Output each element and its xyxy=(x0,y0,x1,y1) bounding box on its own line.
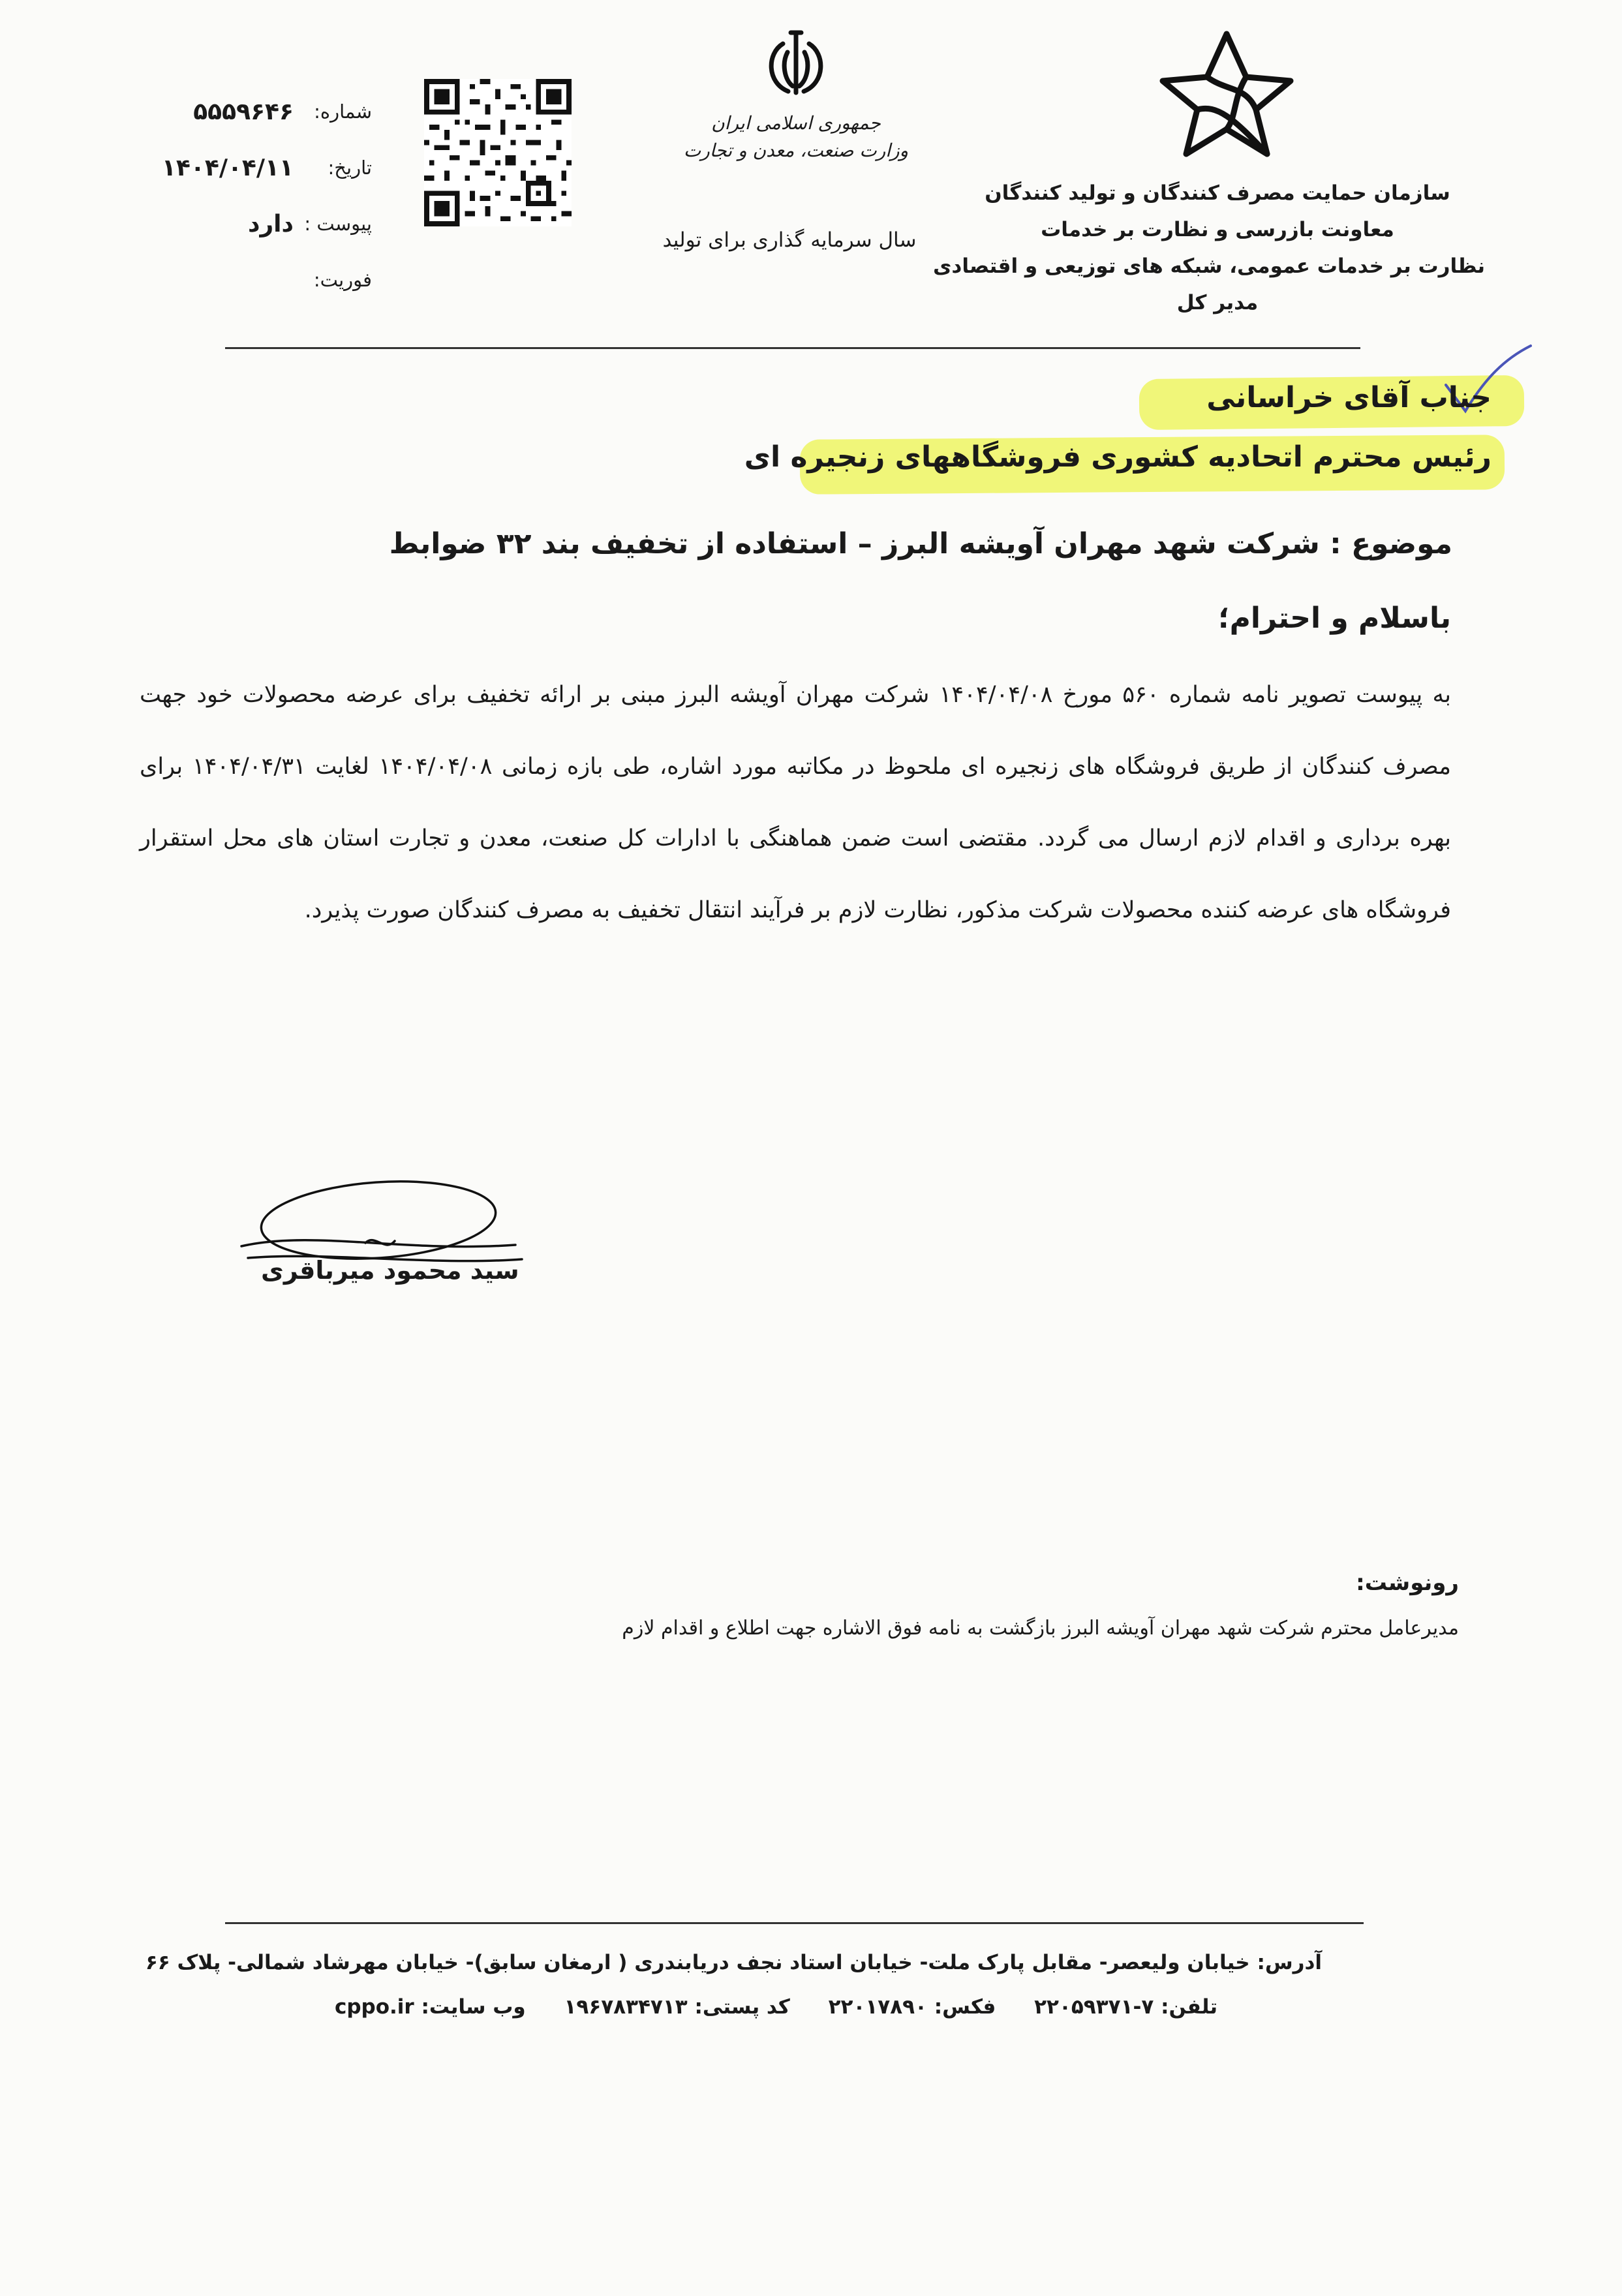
ministry-name: وزارت صنعت، معدن و تجارت xyxy=(683,140,909,161)
header-divider xyxy=(225,347,1360,349)
attachment-label: پیوست : xyxy=(304,213,372,235)
footer-postal-code: کد پستی: ۱۹۶۷۸۳۴۷۱۳ xyxy=(564,1995,790,2019)
addressee-title: رئیس محترم اتحادیه کشوری فروشگاههای زنجیره ای xyxy=(744,440,1492,474)
date-label: تاریخ: xyxy=(328,157,372,179)
organization-header xyxy=(933,175,1485,321)
year-slogan: سال سرمایه گذاری برای تولید xyxy=(662,228,917,252)
letter-subject: موضوع : شرکت شهد مهران آویشه البرز – استفاده از تخفیف بند ۳۲ ضوابط xyxy=(389,527,1452,560)
org-line-1: سازمان حمایت مصرف کنندگان و تولید کنندگان xyxy=(985,181,1450,205)
footer-phone: تلفن: ۷-۲۲۰۵۹۳۷۱ xyxy=(1034,1995,1217,2019)
date-value: ۱۴۰۴/۰۴/۱۱ xyxy=(161,154,294,181)
cc-recipient: مدیرعامل محترم شرکت شهد مهران آویشه البرز بازگشت به نامه فوق الاشاره جهت اطلاع و اقدام لازم xyxy=(622,1617,1459,1640)
footer-website[interactable]: وب سایت: cppo.ir xyxy=(334,1995,526,2019)
number-value: ۵۵۵۹۶۴۶ xyxy=(193,98,294,125)
ministry-title xyxy=(679,110,913,164)
organization-logo xyxy=(1155,26,1298,163)
footer-contacts xyxy=(303,1995,1217,2019)
org-line-2: معاونت بازرسی و نظارت بر خدمات xyxy=(1041,218,1394,241)
footer-divider xyxy=(225,1922,1364,1924)
meta-number xyxy=(150,84,372,140)
qr-code[interactable] xyxy=(424,77,572,228)
cc-title: رونوشت: xyxy=(1356,1570,1459,1596)
meta-attachment xyxy=(150,196,372,252)
signatory-name: سید محمود میرباقری xyxy=(261,1256,519,1285)
org-line-4: مدیر کل xyxy=(1176,291,1259,314)
attachment-value: دارد xyxy=(247,210,294,237)
footer-fax: فکس: ۲۲۰۱۷۸۹۰ xyxy=(828,1995,996,2019)
org-line-3: نظارت بر خدمات عمومی، شبکه های توزیعی و اقتصادی xyxy=(933,254,1485,278)
country-name: جمهوری اسلامی ایران xyxy=(711,112,881,134)
addressee-name: جناب آقای خراسانی xyxy=(1206,381,1492,414)
meta-urgency xyxy=(150,252,372,308)
footer-address: آدرس: خیابان ولیعصر- مقابل پارک ملت- خیابان استاد نجف دریابندری ( ارمغان سابق)- خیابان مهرشاد شمالی- پلاک ۶۶ xyxy=(145,1951,1322,1974)
meta-date xyxy=(150,140,372,196)
number-label: شماره: xyxy=(314,100,372,123)
letter-greeting: باسلام و احترام؛ xyxy=(1217,602,1451,635)
urgency-label: فوریت: xyxy=(313,269,372,291)
national-emblem-icon xyxy=(757,27,835,106)
letter-body: به پیوست تصویر نامه شماره ۵۶۰ مورخ ۱۴۰۴/۰۴/۰۸ شرکت مهران آویشه البرز مبنی بر ارائه تخفیف برای عرضه محصولات خود جهت مصرف کنندگان از طریق فروشگاه های زنجیره ای ملحوظ در مکاتبه مورد اشاره، طی بازه زمانی ۱۴۰۴/۰۴/۰۸ لغایت ۱۴۰۴/۰۴/۳۱ برای بهره برداری و اقدام لازم ارسال می گردد. مقتضی است ضمن هماهنگی با ادارات کل صنعت، معدن و تجارت استان های محل استقرار فروشگاه های عرضه کننده محصولات شرکت مذکور، نظارت لازم بر فرآیند انتقال تخفیف به مصرف کنندگان صورت پذیرد. xyxy=(140,682,1451,923)
letter-meta xyxy=(150,84,372,308)
